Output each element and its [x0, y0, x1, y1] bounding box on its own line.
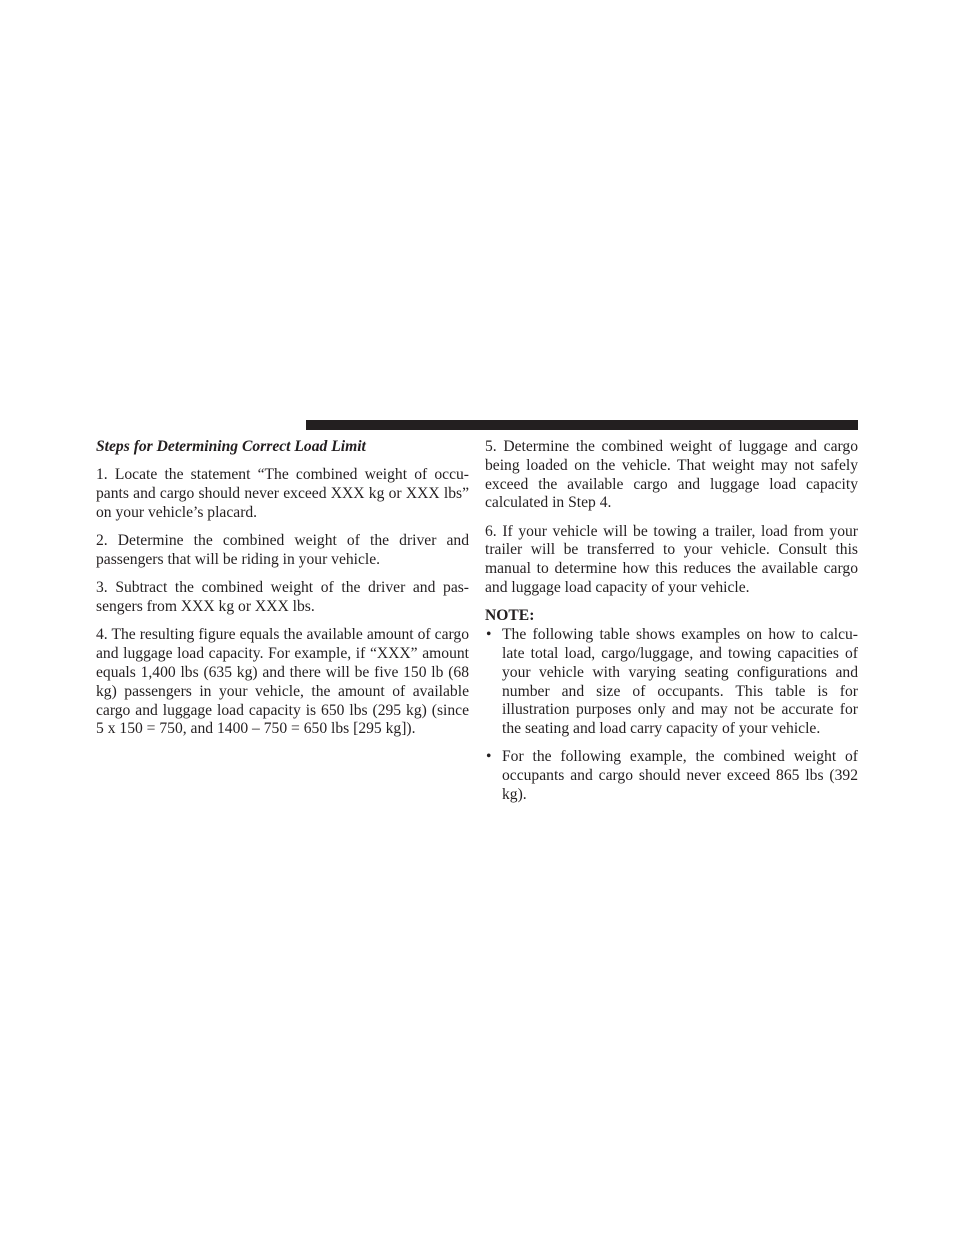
note-list — [485, 626, 858, 805]
note-item — [485, 748, 858, 804]
bullet-icon: • — [486, 748, 492, 766]
step-6: 6. If your vehicle will be towing a trailer, load from your trailer will be transferred to your vehicle. Consult this manual to determine how this reduces the available cargo and luggage load capacity of your vehicle. — [485, 522, 858, 597]
step-2: 2. Determine the combined weight of the driver and passengers that will be riding in your vehicle. — [96, 532, 469, 568]
note-item — [485, 626, 858, 739]
left-column — [96, 438, 469, 749]
note-item-text: For the following example, the combined weight of occupants and cargo should never exceed 865 lbs (392 kg). — [502, 748, 858, 804]
step-4: 4. The resulting figure equals the available amount of cargo and luggage load capacity. For example, if “XXX” amount equals 1,400 lbs (635 kg) and there will be five 150 lb (68 kg) passengers in your vehicle, the amount of available cargo and luggage load capacity is 650 lbs (295 kg) (since 5 x 150 = 750, and 1400 – 750 = 650 lbs [295 kg]). — [96, 626, 469, 738]
note-item-text: The following table shows examples on how to calcu-late total load, cargo/luggage, and towing capacities of your vehicle with varying seating configurations and number and size of occupants. This table is for illustration purposes only and may not be accurate for the seating and load carry capacity of your vehicle. — [502, 626, 858, 738]
section-header-bar — [306, 420, 858, 430]
bullet-icon: • — [486, 626, 492, 644]
step-1: 1. Locate the statement “The combined weight of occu-pants and cargo should never exceed XXX kg or XXX lbs” on your vehicle’s placard. — [96, 466, 469, 521]
section-heading: Steps for Determining Correct Load Limit — [96, 438, 366, 455]
note-label: NOTE: — [485, 607, 535, 625]
step-5: 5. Determine the combined weight of luggage and cargo being loaded on the vehicle. That weight may not safely exceed the available cargo and luggage load capacity calculated in Step 4. — [485, 438, 858, 512]
right-column — [485, 438, 858, 814]
step-3: 3. Subtract the combined weight of the driver and pas-sengers from XXX kg or XXX lbs. — [96, 579, 469, 616]
